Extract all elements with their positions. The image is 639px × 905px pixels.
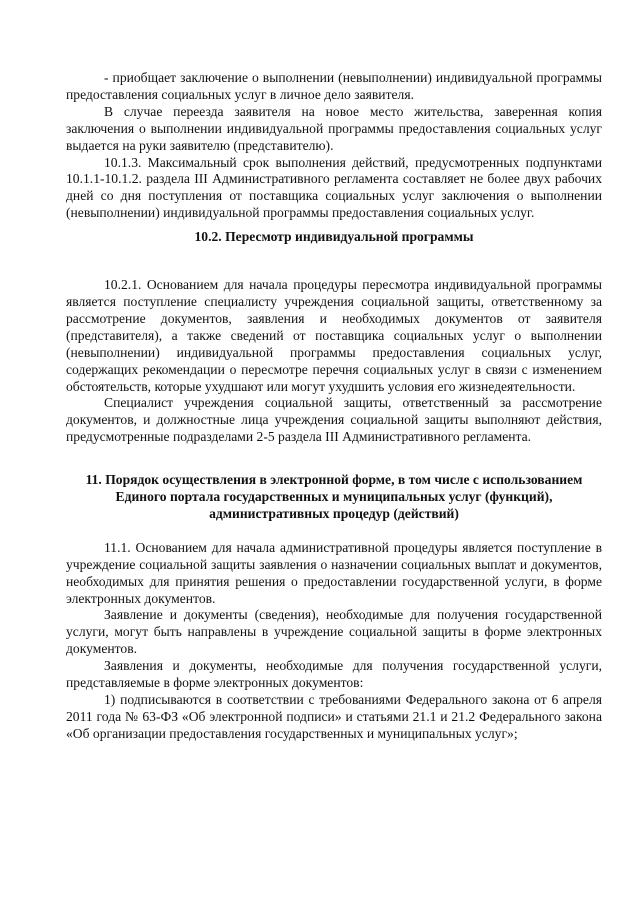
paragraph-10-2-1: 10.2.1. Основанием для начала процедуры пересмотра индивидуальной программы является поступление специалисту учреждения социальной защиты, ответственному за рассмотрение документов, заявления и необходимых документов от заявителя (представителя), а также сведений от поставщика социальных услуг о выполнении (невыполнении) индивидуальной программы предоставления социальных услуг, содержащих рекомендации о пересмотре перечня социальных услуг в связи с изменением обстоятельств, которые ухудшают или могут ухудшить условия его жизнедеятельности. xyxy=(66,277,602,394)
paragraph-signature-requirements: 1) подписываются в соответствии с требованиями Федерального закона от 6 апреля 2011 года № 63-ФЗ «Об электронной подписи» и статьями 21.1 и 21.2 Федерального закона «Об организации предоставления государственных и муниципальных услуг»; xyxy=(66,692,602,741)
paragraph-relocation: В случае переезда заявителя на новое место жительства, заверенная копия заключения о выполнении индивидуальной программы предоставления социальных услуг выдается на руки заявителю (представителю). xyxy=(66,103,602,153)
paragraph-specialist-actions: Специалист учреждения социальной защиты, ответственный за рассмотрение документов, и должностные лица учреждения социальной защиты выполняют действия, предусмотренные подразделами 2-5 раздела III Административного регламента. xyxy=(66,395,602,445)
paragraph-attach-conclusion: - приобщает заключение о выполнении (невыполнении) индивидуальной программы предоставления социальных услуг в личное дело заявителя. xyxy=(66,70,602,102)
paragraph-electronic-submission: Заявление и документы (сведения), необходимые для получения государственной услуги, могут быть направлены в учреждение социальной защиты в форме электронных документов. xyxy=(66,607,602,657)
document-page xyxy=(66,70,602,743)
heading-10-2: 10.2. Пересмотр индивидуальной программы xyxy=(194,229,474,245)
heading-11: 11. Порядок осуществления в электронной форме, в том числе с использованием Единого портала государственных и муниципальных услуг (функций), административных процедур (действий) xyxy=(85,472,583,521)
paragraph-electronic-documents-intro: Заявления и документы, необходимые для получения государственной услуги, представляемые в форме электронных документов: xyxy=(66,658,602,691)
paragraph-11-1: 11.1. Основанием для начала административной процедуры является поступление в учреждение социальной защиты заявления о назначении социальных выплат и документов, необходимых для принятия решения о предоставлении государственной услуги, в форме электронных документов. xyxy=(66,539,602,606)
paragraph-10-1-3: 10.1.3. Максимальный срок выполнения действий, предусмотренных подпунктами 10.1.1-10.1.2. раздела III Административного регламента составляет не более двух рабочих дней со дня поступления от поставщика социальных услуг заключения о выполнении (невыполнении) индивидуальной программы предоставления социальных услуг. xyxy=(66,154,602,221)
